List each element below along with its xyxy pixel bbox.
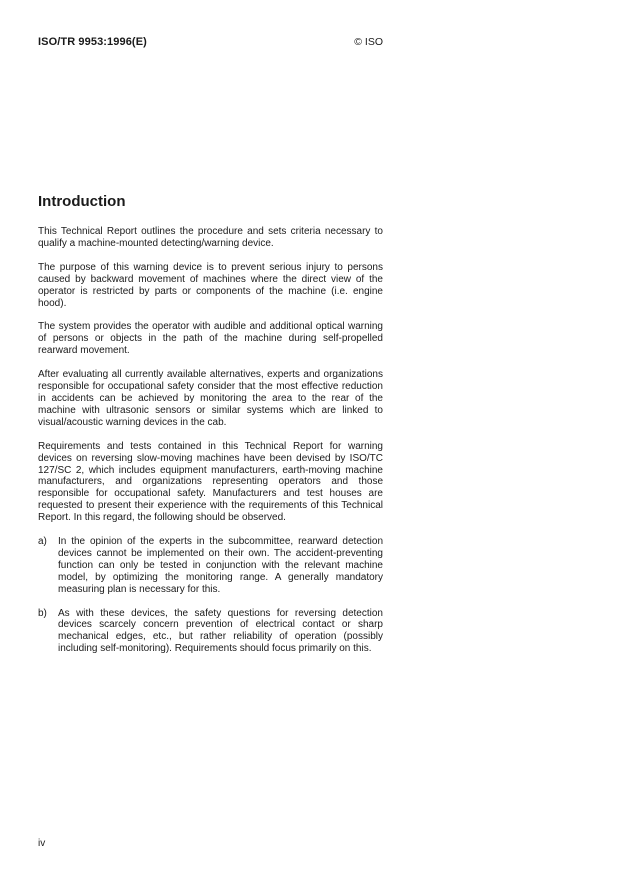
paragraph: This Technical Report outlines the procedure and sets criteria necessary to qualify a machine-mounted detecting/warning device. bbox=[38, 226, 383, 249]
list-item bbox=[38, 608, 383, 656]
paragraph: The system provides the operator with audible and additional optical warning of persons or objects in the path of the machine during self-propelled rearward movement. bbox=[38, 321, 383, 357]
paragraph: Requirements and tests contained in this Technical Report for warning devices on reversing slow-moving machines have been devised by ISO/TC 127/SC 2, which includes equipment manufacturers, earth-moving machine manufacturers, and organizations representing operators and those responsible for occupational safety. Manufacturers and test houses are requested to present their experience with the requirements of this Technical Report. In this regard, the following should be observed. bbox=[38, 440, 383, 524]
paragraph: The purpose of this warning device is to prevent serious injury to persons caused by backward movement of machines where the direct view of the operator is restricted by parts or components of the machine (i.e. engine hood). bbox=[38, 261, 383, 309]
list-item-text: In the opinion of the experts in the subcommittee, rearward detection devices cannot be implemented on their own. The accident-preventing function can only be tested in conjunction with the relevant machine model, by optimizing the monitoring range. A generally mandatory measuring plan is necessary for this. bbox=[58, 536, 383, 595]
section-title: Introduction bbox=[38, 193, 126, 210]
paragraph: After evaluating all currently available alternatives, experts and organizations responsible for occupational safety consider that the most effective reduction in accidents can be achieved by monitoring the area to the rear of the machine with ultrasonic sensors or similar systems which are linked to visual/acoustic warning devices in the cab. bbox=[38, 369, 383, 428]
page-number: iv bbox=[38, 838, 46, 849]
list-marker: a) bbox=[38, 536, 47, 548]
document-id: ISO/TR 9953:1996(E) bbox=[38, 36, 147, 48]
copyright-notice: © ISO bbox=[354, 36, 383, 48]
section-body bbox=[38, 226, 383, 667]
list-marker: b) bbox=[38, 607, 47, 619]
observation-list bbox=[38, 536, 383, 655]
list-item bbox=[38, 536, 383, 596]
list-item-text: As with these devices, the safety questions for reversing detection devices scarcely concern prevention of electrical contact or sharp mechanical edges, etc., but rather reliability of operation (possibly including self-monitoring). Requirements should focus primarily on this. bbox=[58, 607, 383, 655]
